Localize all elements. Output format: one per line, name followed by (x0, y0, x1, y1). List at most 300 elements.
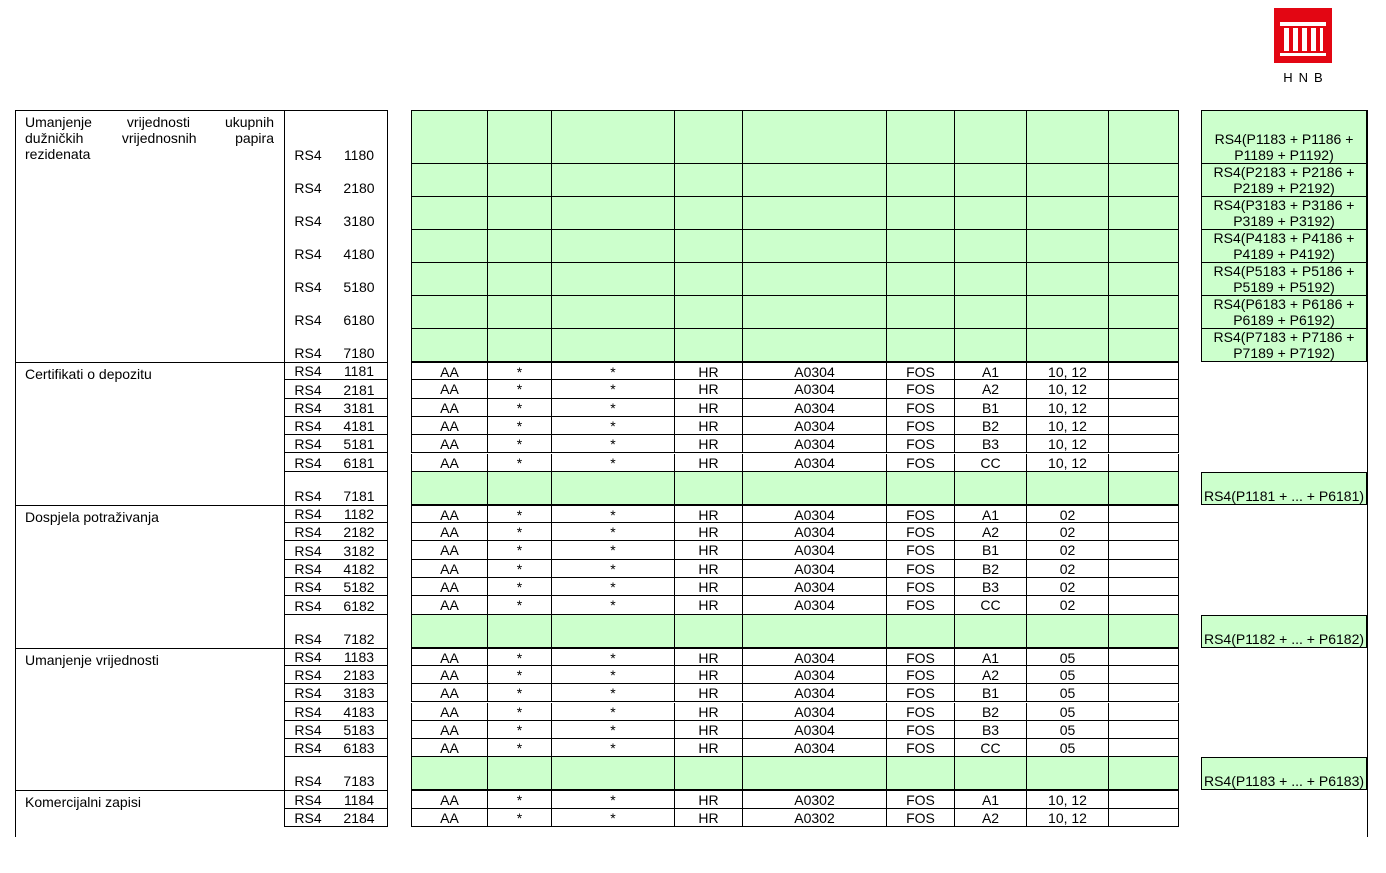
row-number (332, 380, 386, 398)
table-row (0, 790, 1386, 808)
grid-cell (743, 329, 887, 361)
row-code (284, 230, 332, 263)
grid-cell (1027, 164, 1109, 196)
table-row (0, 399, 1386, 417)
attribute-grid (411, 435, 1179, 453)
attribute-grid (411, 739, 1179, 757)
row-description: Umanjenje vrijednosti ukupnih dužničkih vrijednosnih papira rezidenata (25, 114, 274, 162)
table-row (0, 164, 1386, 197)
row-number-text: 7180 (343, 345, 375, 361)
row-number (332, 721, 386, 739)
row-number (332, 472, 386, 505)
grid-cell: AA (412, 703, 488, 720)
row-code (284, 790, 332, 808)
grid-cell (887, 197, 955, 229)
row-code-text: RS4 (294, 597, 322, 614)
grid-cell (887, 263, 955, 295)
grid-cell (488, 472, 552, 504)
grid-cell (955, 164, 1027, 196)
grid-cell: B2 (955, 417, 1027, 434)
row-number-text: 2180 (343, 180, 375, 196)
grid-cell (743, 164, 887, 196)
grid-cell (743, 757, 887, 789)
grid-cell: 10, 12 (1027, 791, 1109, 807)
row-number-text: 1182 (343, 506, 375, 523)
row-number (332, 362, 386, 380)
grid-cell: FOS (887, 684, 955, 701)
grid-cell: HR (675, 380, 743, 397)
grid-cell (1109, 380, 1179, 397)
grid-cell (1109, 560, 1179, 577)
row-code (284, 505, 332, 523)
row-number-text: 6180 (343, 312, 375, 328)
row-number-text: 6183 (343, 740, 375, 757)
row-number (332, 110, 386, 164)
report-table (0, 110, 1386, 833)
grid-cell (955, 263, 1027, 295)
grid-cell (1109, 329, 1179, 361)
grid-cell: 05 (1027, 649, 1109, 665)
grid-cell: * (552, 506, 675, 522)
grid-cell: FOS (887, 649, 955, 665)
row-number-text: 5181 (343, 436, 375, 453)
grid-cell: * (552, 541, 675, 558)
row-number (332, 809, 386, 827)
row-number-text: 3183 (343, 685, 375, 702)
formula-text: RS4(P1181 + ... + P6181) (1203, 487, 1365, 504)
grid-cell (488, 111, 552, 163)
grid-cell: 05 (1027, 739, 1109, 756)
grid-cell (552, 757, 675, 789)
grid-cell: * (488, 506, 552, 522)
grid-cell: AA (412, 809, 488, 826)
grid-cell: * (552, 791, 675, 807)
grid-cell: FOS (887, 506, 955, 522)
grid-cell: * (552, 399, 675, 416)
grid-cell: FOS (887, 739, 955, 756)
grid-cell: A0302 (743, 809, 887, 826)
grid-cell: 10, 12 (1027, 435, 1109, 452)
computed-row-grid (411, 263, 1179, 296)
grid-cell (488, 263, 552, 295)
grid-cell: AA (412, 721, 488, 738)
grid-cell: * (552, 649, 675, 665)
grid-cell (552, 164, 675, 196)
grid-cell (743, 296, 887, 328)
grid-cell: CC (955, 739, 1027, 756)
grid-cell: B3 (955, 721, 1027, 738)
grid-cell: 10, 12 (1027, 454, 1109, 471)
table-row (0, 684, 1386, 702)
row-number (332, 164, 386, 197)
grid-cell (675, 329, 743, 361)
grid-cell: FOS (887, 560, 955, 577)
grid-cell: 10, 12 (1027, 399, 1109, 416)
grid-cell: FOS (887, 596, 955, 613)
grid-cell (955, 296, 1027, 328)
grid-cell (552, 197, 675, 229)
row-description: Umanjenje vrijednosti (25, 651, 159, 668)
grid-cell (675, 111, 743, 163)
grid-cell: * (552, 435, 675, 452)
row-code (284, 380, 332, 398)
row-number-text: 1184 (343, 791, 375, 808)
row-code (284, 329, 332, 362)
row-code-text: RS4 (294, 213, 322, 229)
grid-cell (675, 615, 743, 647)
grid-cell (1027, 111, 1109, 163)
table-row (0, 721, 1386, 739)
grid-cell (488, 296, 552, 328)
grid-cell: 02 (1027, 578, 1109, 595)
grid-cell: * (488, 380, 552, 397)
grid-cell: * (552, 578, 675, 595)
row-code-text: RS4 (294, 180, 322, 196)
table-row (0, 329, 1386, 362)
grid-cell: HR (675, 363, 743, 379)
grid-cell: AA (412, 506, 488, 522)
grid-cell (887, 296, 955, 328)
row-code-text: RS4 (294, 381, 322, 398)
grid-cell (675, 197, 743, 229)
grid-cell: A0304 (743, 578, 887, 595)
grid-cell (552, 329, 675, 361)
grid-cell: A0304 (743, 649, 887, 665)
table-row (0, 435, 1386, 453)
table-row (0, 809, 1386, 827)
row-number (332, 417, 386, 435)
grid-cell: * (488, 649, 552, 665)
grid-cell: FOS (887, 399, 955, 416)
grid-cell: A0304 (743, 666, 887, 683)
grid-cell: A0304 (743, 703, 887, 720)
grid-cell (675, 296, 743, 328)
row-code-text: RS4 (294, 809, 322, 826)
grid-cell (488, 197, 552, 229)
table-row (0, 703, 1386, 721)
grid-cell: 10, 12 (1027, 363, 1109, 379)
grid-cell: * (552, 721, 675, 738)
row-number-text: 4181 (343, 418, 375, 435)
attribute-grid (411, 380, 1179, 398)
attribute-grid (411, 703, 1179, 721)
grid-cell: AA (412, 541, 488, 558)
formula-cell (1201, 164, 1367, 197)
row-code-text: RS4 (294, 363, 322, 380)
formula-cell (1201, 472, 1367, 505)
grid-cell: 02 (1027, 541, 1109, 558)
computed-row-grid (411, 296, 1179, 329)
row-number (332, 790, 386, 808)
row-code-text: RS4 (294, 773, 322, 790)
grid-cell (1109, 757, 1179, 789)
grid-cell (1109, 454, 1179, 471)
computed-row-grid (411, 757, 1179, 790)
row-code-text: RS4 (294, 147, 322, 163)
row-code (284, 472, 332, 505)
grid-cell (1109, 596, 1179, 613)
table-row (0, 666, 1386, 684)
grid-cell: AA (412, 649, 488, 665)
grid-cell: A2 (955, 380, 1027, 397)
grid-cell: 05 (1027, 703, 1109, 720)
table-row (0, 263, 1386, 296)
attribute-grid (411, 684, 1179, 702)
row-code-text: RS4 (294, 454, 322, 471)
grid-cell: B1 (955, 399, 1027, 416)
grid-cell: * (488, 523, 552, 540)
computed-row-grid (411, 110, 1179, 164)
table-row (0, 596, 1386, 614)
grid-cell (1109, 523, 1179, 540)
row-number-text: 1181 (343, 363, 375, 380)
row-number-text: 6182 (343, 597, 375, 614)
row-code-text: RS4 (294, 506, 322, 523)
grid-cell: FOS (887, 417, 955, 434)
row-number (332, 648, 386, 666)
grid-cell (1109, 506, 1179, 522)
row-code-text: RS4 (294, 312, 322, 328)
row-number-text: 4182 (343, 560, 375, 577)
row-number-text: 3182 (343, 542, 375, 559)
row-number (332, 523, 386, 541)
grid-cell: HR (675, 809, 743, 826)
grid-cell (488, 615, 552, 647)
row-code (284, 560, 332, 578)
grid-cell: A0304 (743, 684, 887, 701)
formula-cell (1201, 197, 1367, 230)
attribute-grid (411, 721, 1179, 739)
grid-cell: HR (675, 596, 743, 613)
row-code (284, 454, 332, 472)
row-number (332, 578, 386, 596)
grid-cell: * (488, 578, 552, 595)
formula-cell (1201, 296, 1367, 329)
grid-cell: AA (412, 363, 488, 379)
grid-cell: * (488, 417, 552, 434)
grid-cell: 02 (1027, 560, 1109, 577)
grid-cell (1109, 164, 1179, 196)
grid-cell (955, 197, 1027, 229)
grid-cell: HR (675, 666, 743, 683)
formula-text: RS4(P6183 + P6186 + P6189 + P6192) (1213, 296, 1355, 328)
grid-cell: * (488, 560, 552, 577)
logo-text: HNB (1283, 70, 1329, 85)
grid-cell (887, 757, 955, 789)
row-number-text: 7181 (343, 487, 375, 504)
attribute-grid (411, 648, 1179, 666)
grid-cell: HR (675, 721, 743, 738)
grid-cell: * (552, 454, 675, 471)
attribute-grid (411, 505, 1179, 523)
formula-cell (1201, 110, 1367, 164)
hnb-logo (1274, 8, 1332, 86)
grid-cell (1109, 791, 1179, 807)
grid-cell: B2 (955, 703, 1027, 720)
grid-cell: AA (412, 739, 488, 756)
grid-cell: HR (675, 684, 743, 701)
grid-cell: * (552, 739, 675, 756)
row-code (284, 809, 332, 827)
row-code (284, 541, 332, 559)
row-number-text: 5183 (343, 722, 375, 739)
row-number (332, 230, 386, 263)
grid-cell: AA (412, 684, 488, 701)
computed-row-grid (411, 230, 1179, 263)
grid-cell: 05 (1027, 684, 1109, 701)
grid-cell: 10, 12 (1027, 417, 1109, 434)
grid-cell: B3 (955, 578, 1027, 595)
row-code-text: RS4 (294, 648, 322, 665)
grid-cell: HR (675, 523, 743, 540)
grid-cell (743, 197, 887, 229)
grid-cell: 02 (1027, 506, 1109, 522)
grid-cell: AA (412, 454, 488, 471)
row-code (284, 721, 332, 739)
grid-cell: FOS (887, 363, 955, 379)
grid-cell: FOS (887, 541, 955, 558)
formula-text: RS4(P5183 + P5186 + P5189 + P5192) (1213, 263, 1355, 295)
grid-cell (488, 230, 552, 262)
row-code (284, 703, 332, 721)
row-code (284, 110, 332, 164)
row-underline (284, 826, 387, 827)
row-code-text: RS4 (294, 791, 322, 808)
row-number-text: 6181 (343, 454, 375, 471)
grid-cell: AA (412, 560, 488, 577)
grid-cell (675, 757, 743, 789)
grid-cell (887, 230, 955, 262)
table-row (0, 648, 1386, 666)
grid-cell: HR (675, 417, 743, 434)
grid-cell: HR (675, 399, 743, 416)
grid-cell (1109, 263, 1179, 295)
row-code-text: RS4 (294, 560, 322, 577)
grid-cell: 05 (1027, 721, 1109, 738)
grid-cell: A0304 (743, 417, 887, 434)
grid-cell (488, 757, 552, 789)
grid-cell: * (552, 703, 675, 720)
grid-cell: FOS (887, 523, 955, 540)
grid-cell: A1 (955, 506, 1027, 522)
grid-cell (743, 230, 887, 262)
grid-cell: CC (955, 596, 1027, 613)
attribute-grid (411, 560, 1179, 578)
grid-cell: A1 (955, 649, 1027, 665)
grid-cell (412, 230, 488, 262)
formula-cell (1201, 757, 1367, 790)
grid-cell: A2 (955, 523, 1027, 540)
grid-cell (1109, 230, 1179, 262)
grid-cell (1027, 615, 1109, 647)
grid-cell (743, 263, 887, 295)
grid-cell (887, 329, 955, 361)
grid-cell (743, 111, 887, 163)
grid-cell: HR (675, 649, 743, 665)
attribute-grid (411, 523, 1179, 541)
table-row (0, 739, 1386, 757)
grid-cell: A1 (955, 363, 1027, 379)
grid-cell: AA (412, 399, 488, 416)
grid-cell: A0304 (743, 454, 887, 471)
grid-cell (955, 111, 1027, 163)
row-number (332, 435, 386, 453)
formula-cell (1201, 263, 1367, 296)
grid-cell (887, 111, 955, 163)
hnb-emblem-icon (1274, 8, 1332, 63)
row-number-text: 7182 (343, 630, 375, 647)
row-code (284, 739, 332, 757)
attribute-grid (411, 666, 1179, 684)
grid-cell (1027, 757, 1109, 789)
row-number-text: 2181 (343, 381, 375, 398)
number-column-border (387, 110, 388, 827)
grid-cell (955, 757, 1027, 789)
row-code-text: RS4 (294, 345, 322, 361)
table-row (0, 296, 1386, 329)
grid-cell (1109, 541, 1179, 558)
attribute-grid (411, 790, 1179, 808)
grid-cell (675, 164, 743, 196)
grid-cell: * (488, 363, 552, 379)
computed-row-grid (411, 472, 1179, 505)
table-row (0, 362, 1386, 380)
grid-cell (1109, 111, 1179, 163)
computed-row-grid (411, 615, 1179, 648)
grid-cell (412, 164, 488, 196)
grid-cell: * (552, 417, 675, 434)
grid-cell (1109, 417, 1179, 434)
grid-cell: 10, 12 (1027, 809, 1109, 826)
attribute-grid (411, 454, 1179, 472)
row-code (284, 615, 332, 648)
computed-row-grid (411, 197, 1179, 230)
grid-cell (552, 230, 675, 262)
grid-cell (743, 472, 887, 504)
grid-cell (552, 296, 675, 328)
row-number-text: 1180 (343, 147, 375, 163)
row-number-text: 3181 (343, 399, 375, 416)
attribute-grid (411, 417, 1179, 435)
grid-cell: FOS (887, 578, 955, 595)
grid-cell (1027, 472, 1109, 504)
row-number (332, 329, 386, 362)
grid-cell: * (552, 809, 675, 826)
grid-cell (1109, 197, 1179, 229)
grid-cell (1109, 363, 1179, 379)
grid-cell (1109, 739, 1179, 756)
grid-cell: HR (675, 578, 743, 595)
table-row (0, 578, 1386, 596)
row-code-text: RS4 (294, 399, 322, 416)
grid-cell (412, 197, 488, 229)
grid-cell (1109, 703, 1179, 720)
grid-cell (1109, 666, 1179, 683)
row-code (284, 523, 332, 541)
grid-cell (955, 230, 1027, 262)
row-code (284, 648, 332, 666)
row-number-text: 2184 (343, 809, 375, 826)
grid-cell: FOS (887, 791, 955, 807)
grid-cell: * (552, 596, 675, 613)
grid-cell: A2 (955, 666, 1027, 683)
computed-row-grid (411, 164, 1179, 197)
table-row (0, 417, 1386, 435)
row-code (284, 164, 332, 197)
row-code-text: RS4 (294, 722, 322, 739)
formula-text: RS4(P1183 + P1186 + P1189 + P1192) (1214, 131, 1354, 163)
grid-cell (1109, 615, 1179, 647)
